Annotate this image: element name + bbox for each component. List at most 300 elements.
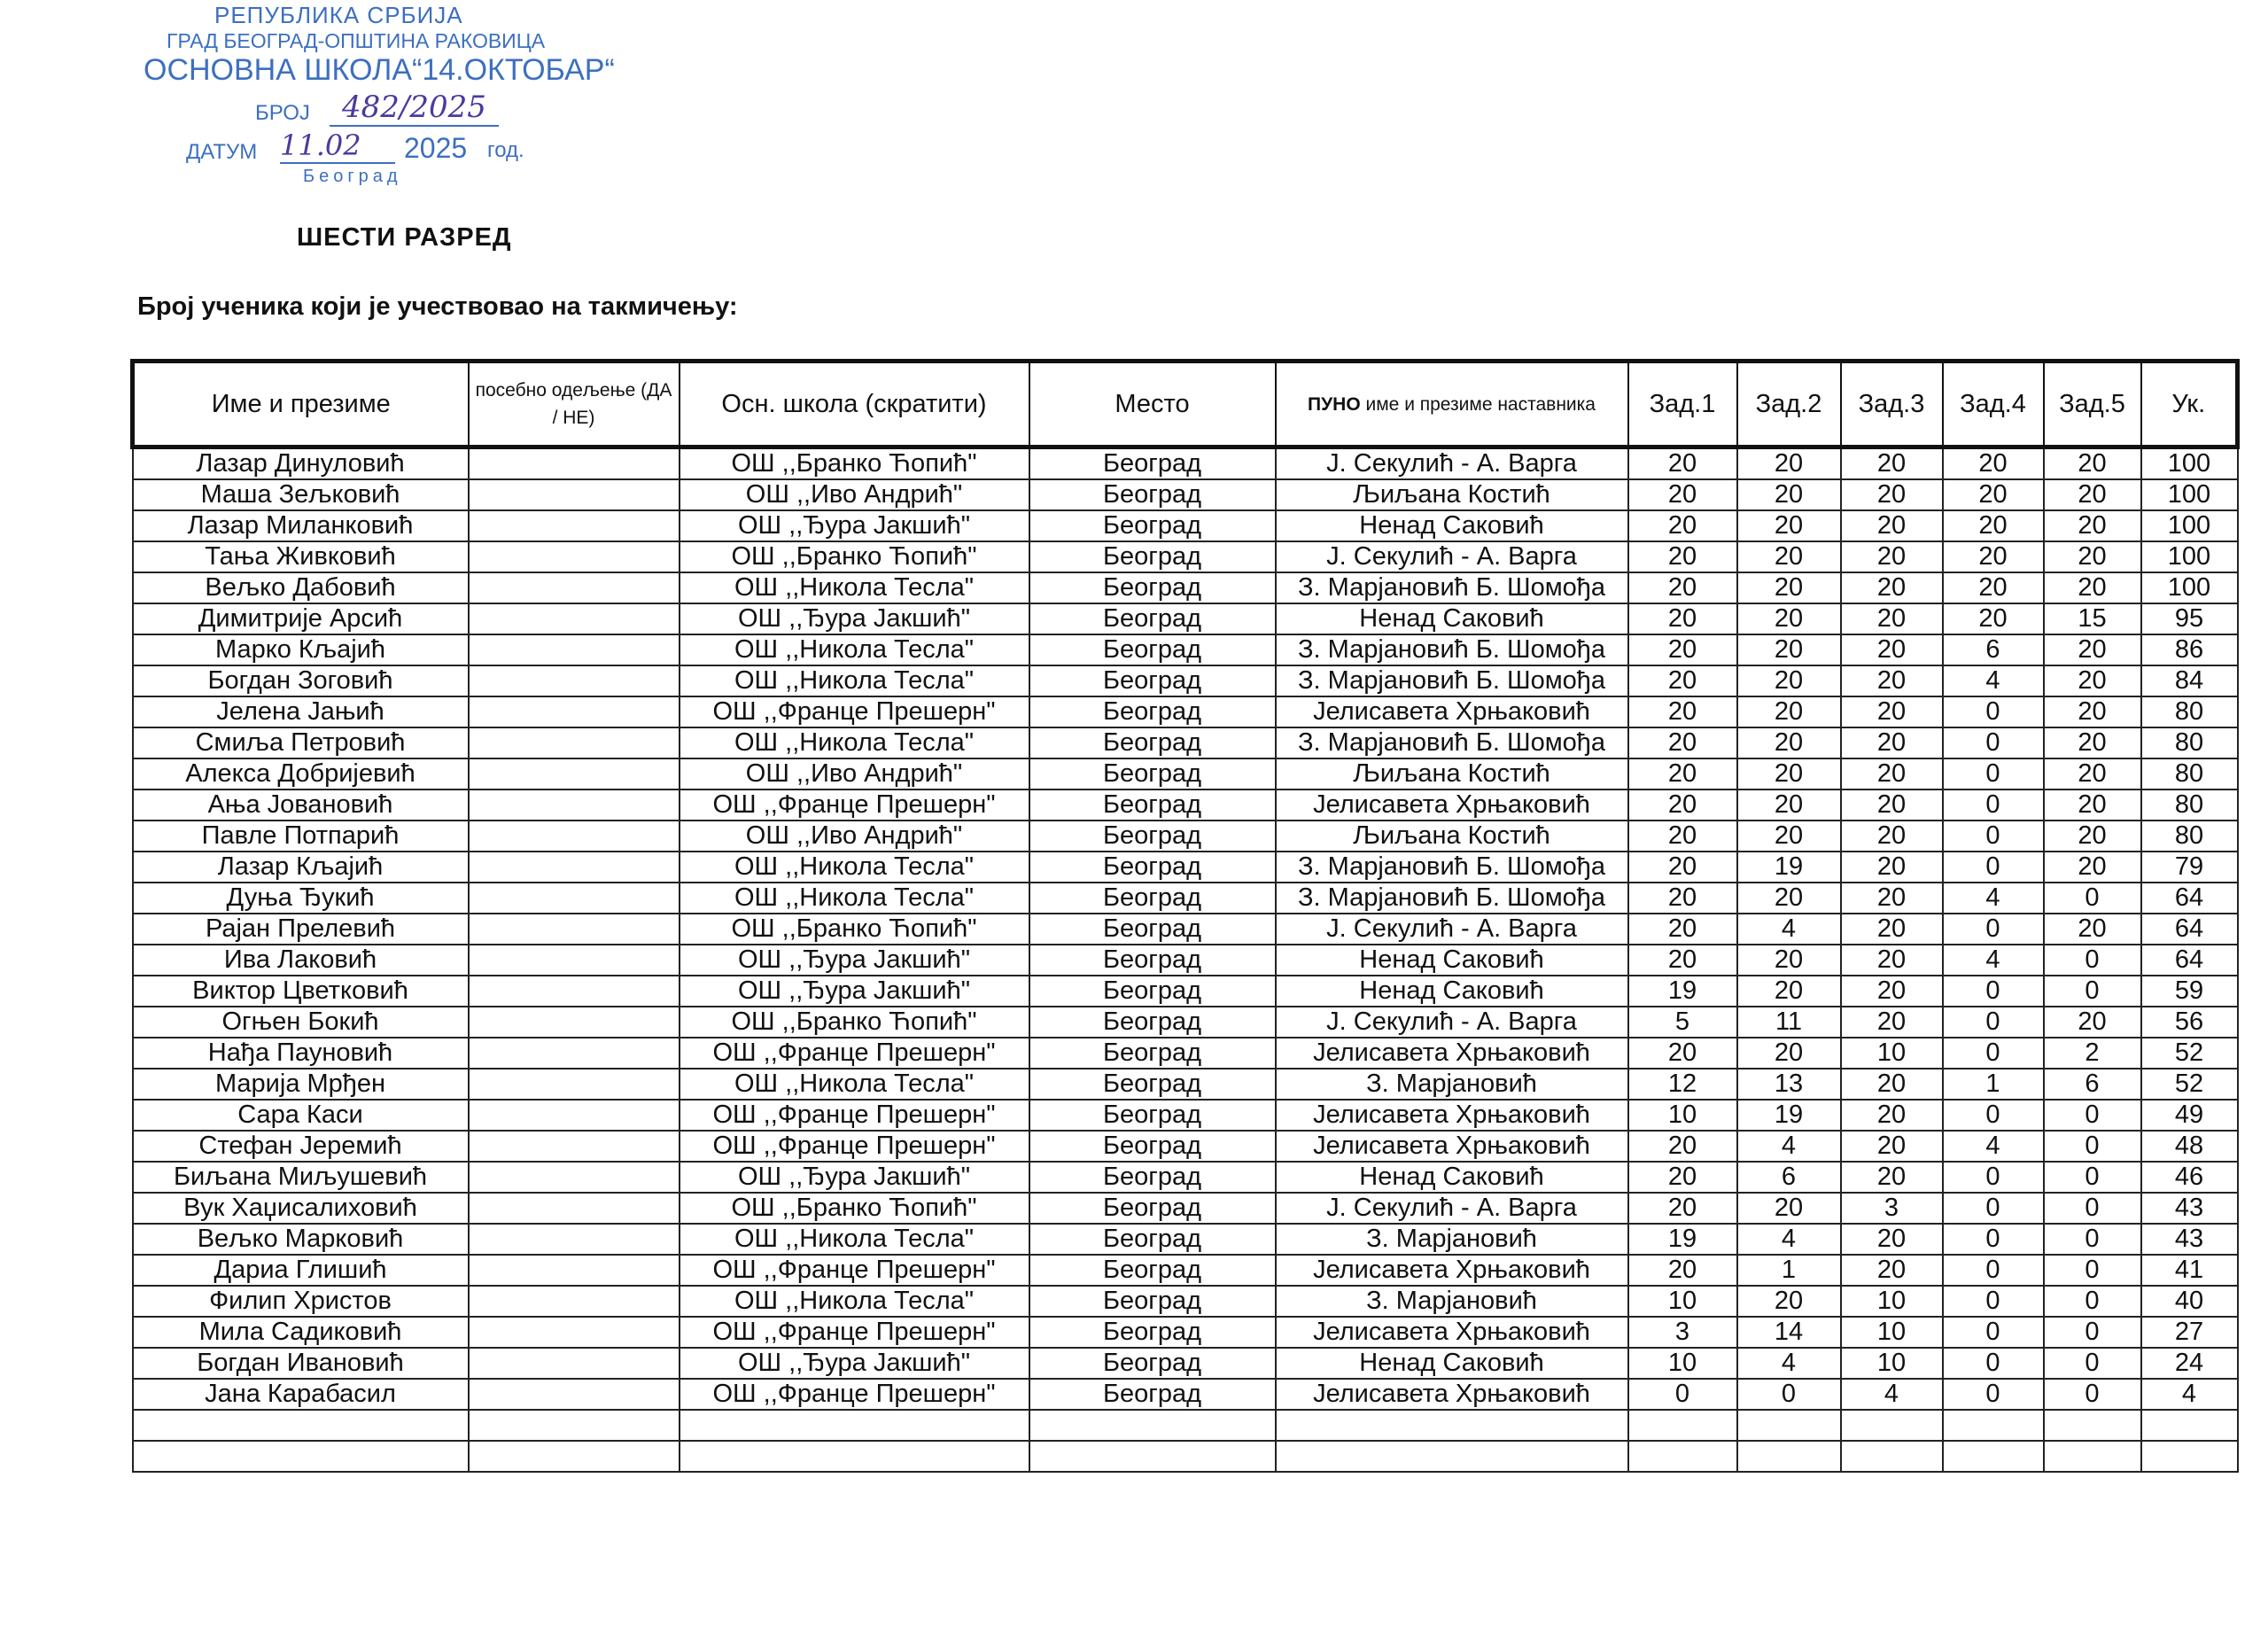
cell-z5: 0 — [2044, 883, 2141, 914]
cell-z2: 0 — [1737, 1379, 1841, 1410]
table-row — [133, 1286, 2238, 1317]
cell-z2: 20 — [1737, 572, 1841, 603]
cell-name: Огњен Бокић — [133, 1007, 469, 1038]
cell-z4: 0 — [1943, 1379, 2044, 1410]
stamp-date-value: 11.02 — [280, 128, 395, 164]
table-row — [133, 1038, 2238, 1069]
cell-z4: 6 — [1943, 634, 2044, 665]
cell-z3: 20 — [1841, 1069, 1943, 1100]
cell-name: Нађа Пауновић — [133, 1038, 469, 1069]
cell-total: 64 — [2141, 914, 2238, 945]
cell-z2: 20 — [1737, 1286, 1841, 1317]
cell-z1: 20 — [1628, 852, 1737, 883]
empty-cell — [1276, 1441, 1628, 1472]
cell-name: Вук Хаџисалиховић — [133, 1193, 469, 1224]
cell-teacher: З. Марјановић Б. Шомођа — [1276, 852, 1628, 883]
cell-z4: 0 — [1943, 1255, 2044, 1286]
cell-teacher: З. Марјановић Б. Шомођа — [1276, 727, 1628, 758]
cell-z2: 20 — [1737, 479, 1841, 510]
cell-name: Рајан Прелевић — [133, 914, 469, 945]
table-row — [133, 883, 2238, 914]
cell-z2: 20 — [1737, 447, 1841, 480]
cell-z1: 20 — [1628, 821, 1737, 852]
header-name: Име и презиме — [133, 362, 469, 447]
cell-teacher: З. Марјановић — [1276, 1224, 1628, 1255]
cell-school: ОШ ,,Никола Тесла" — [680, 852, 1029, 883]
cell-z5: 6 — [2044, 1069, 2141, 1100]
cell-teacher: Љиљана Костић — [1276, 758, 1628, 789]
table-row — [133, 1069, 2238, 1100]
cell-school: ОШ ,,Франце Прешерн" — [680, 1379, 1029, 1410]
cell-school: ОШ ,,Ђура Јакшић" — [680, 1348, 1029, 1379]
cell-z2: 20 — [1737, 541, 1841, 572]
cell-z5: 20 — [2044, 541, 2141, 572]
empty-cell — [1737, 1410, 1841, 1441]
cell-z3: 20 — [1841, 976, 1943, 1007]
cell-z2: 14 — [1737, 1317, 1841, 1348]
stamp-line-3: ОСНОВНА ШКОЛА“14.ОКТОБАР“ — [144, 53, 615, 87]
cell-z1: 20 — [1628, 1131, 1737, 1162]
cell-place: Београд — [1029, 541, 1276, 572]
cell-special — [469, 1100, 680, 1131]
cell-z1: 20 — [1628, 1255, 1737, 1286]
cell-name: Вељко Марковић — [133, 1224, 469, 1255]
cell-special — [469, 1317, 680, 1348]
cell-z4: 20 — [1943, 541, 2044, 572]
table-row — [133, 914, 2238, 945]
cell-z1: 20 — [1628, 634, 1737, 665]
cell-name: Лазар Кљајић — [133, 852, 469, 883]
cell-z2: 19 — [1737, 852, 1841, 883]
header-z3: Зад.3 — [1841, 362, 1943, 447]
cell-name: Јелена Јањић — [133, 696, 469, 727]
cell-place: Београд — [1029, 758, 1276, 789]
header-special: посебно одељење (ДА / НЕ) — [469, 362, 680, 447]
table-row — [133, 479, 2238, 510]
cell-special — [469, 603, 680, 634]
header-z1: Зад.1 — [1628, 362, 1737, 447]
cell-z3: 20 — [1841, 479, 1943, 510]
cell-school: ОШ ,,Никола Тесла" — [680, 883, 1029, 914]
cell-place: Београд — [1029, 789, 1276, 821]
cell-z2: 20 — [1737, 603, 1841, 634]
stamp-number-label: БРОЈ — [255, 101, 310, 125]
cell-z5: 0 — [2044, 1379, 2141, 1410]
table-row — [133, 696, 2238, 727]
empty-cell — [680, 1441, 1029, 1472]
empty-cell — [1841, 1410, 1943, 1441]
cell-z1: 10 — [1628, 1100, 1737, 1131]
cell-school: ОШ ,,Никола Тесла" — [680, 727, 1029, 758]
cell-z4: 20 — [1943, 572, 2044, 603]
cell-z5: 0 — [2044, 1317, 2141, 1348]
cell-special — [469, 1379, 680, 1410]
cell-z5: 20 — [2044, 789, 2141, 821]
table-row — [133, 1193, 2238, 1224]
cell-z3: 20 — [1841, 914, 1943, 945]
cell-total: 100 — [2141, 479, 2238, 510]
cell-total: 100 — [2141, 447, 2238, 480]
cell-school: ОШ ,,Никола Тесла" — [680, 634, 1029, 665]
cell-z5: 20 — [2044, 727, 2141, 758]
header-teacher-bold: ПУНО — [1308, 393, 1361, 415]
cell-z3: 4 — [1841, 1379, 1943, 1410]
cell-place: Београд — [1029, 665, 1276, 696]
cell-z3: 20 — [1841, 883, 1943, 914]
cell-special — [469, 1224, 680, 1255]
cell-total: 80 — [2141, 789, 2238, 821]
cell-z3: 20 — [1841, 1100, 1943, 1131]
table-row — [133, 510, 2238, 541]
cell-z3: 10 — [1841, 1286, 1943, 1317]
cell-special — [469, 665, 680, 696]
cell-z4: 0 — [1943, 914, 2044, 945]
empty-cell — [1029, 1410, 1276, 1441]
empty-cell — [469, 1410, 680, 1441]
table-row — [133, 603, 2238, 634]
cell-z5: 20 — [2044, 510, 2141, 541]
cell-z2: 20 — [1737, 789, 1841, 821]
cell-z2: 20 — [1737, 821, 1841, 852]
cell-school: ОШ ,,Франце Прешерн" — [680, 1038, 1029, 1069]
cell-z2: 20 — [1737, 945, 1841, 976]
table-row — [133, 1348, 2238, 1379]
cell-total: 100 — [2141, 510, 2238, 541]
cell-special — [469, 510, 680, 541]
cell-teacher: Ненад Саковић — [1276, 510, 1628, 541]
cell-z1: 20 — [1628, 510, 1737, 541]
stamp-year-suffix: год. — [487, 138, 524, 162]
cell-special — [469, 758, 680, 789]
cell-z3: 20 — [1841, 1255, 1943, 1286]
cell-total: 95 — [2141, 603, 2238, 634]
cell-teacher: Ненад Саковић — [1276, 976, 1628, 1007]
cell-name: Димитрије Арсић — [133, 603, 469, 634]
cell-special — [469, 976, 680, 1007]
cell-teacher: З. Марјановић Б. Шомођа — [1276, 665, 1628, 696]
cell-name: Дуња Ђукић — [133, 883, 469, 914]
cell-z1: 20 — [1628, 479, 1737, 510]
cell-z4: 0 — [1943, 758, 2044, 789]
cell-school: ОШ ,,Ђура Јакшић" — [680, 976, 1029, 1007]
cell-z1: 20 — [1628, 883, 1737, 914]
empty-cell — [1943, 1410, 2044, 1441]
cell-z5: 20 — [2044, 914, 2141, 945]
cell-z2: 20 — [1737, 758, 1841, 789]
cell-school: ОШ ,,Франце Прешерн" — [680, 1255, 1029, 1286]
cell-z1: 20 — [1628, 914, 1737, 945]
cell-name: Мила Садиковић — [133, 1317, 469, 1348]
cell-total: 46 — [2141, 1162, 2238, 1193]
cell-z1: 20 — [1628, 727, 1737, 758]
cell-z1: 5 — [1628, 1007, 1737, 1038]
empty-cell — [2044, 1410, 2141, 1441]
table-row — [133, 1379, 2238, 1410]
page-title: ШЕСТИ РАЗРЕД — [297, 223, 512, 252]
cell-z5: 20 — [2044, 1007, 2141, 1038]
table-row — [133, 1100, 2238, 1131]
cell-z3: 20 — [1841, 1162, 1943, 1193]
cell-total: 56 — [2141, 1007, 2238, 1038]
cell-z1: 20 — [1628, 758, 1737, 789]
cell-place: Београд — [1029, 479, 1276, 510]
cell-school: ОШ ,,Франце Прешерн" — [680, 696, 1029, 727]
cell-total: 59 — [2141, 976, 2238, 1007]
stamp-line-2: ГРАД БЕОГРАД-ОПШТИНА РАКОВИЦА — [167, 29, 546, 52]
cell-teacher: Јелисавета Хрњаковић — [1276, 1131, 1628, 1162]
cell-teacher: З. Марјановић Б. Шомођа — [1276, 572, 1628, 603]
cell-special — [469, 1255, 680, 1286]
cell-z3: 20 — [1841, 1224, 1943, 1255]
cell-school: ОШ ,,Никола Тесла" — [680, 1286, 1029, 1317]
empty-cell — [1628, 1410, 1737, 1441]
stamp-number-value: 482/2025 — [330, 89, 499, 127]
table-row — [133, 727, 2238, 758]
header-z2: Зад.2 — [1737, 362, 1841, 447]
cell-z5: 0 — [2044, 1162, 2141, 1193]
cell-school: ОШ ,,Бранко Ћопић" — [680, 1007, 1029, 1038]
cell-place: Београд — [1029, 603, 1276, 634]
cell-teacher: Јелисавета Хрњаковић — [1276, 789, 1628, 821]
cell-teacher: Љиљана Костић — [1276, 821, 1628, 852]
cell-z1: 19 — [1628, 1224, 1737, 1255]
cell-z1: 20 — [1628, 1038, 1737, 1069]
cell-place: Београд — [1029, 1038, 1276, 1069]
cell-special — [469, 945, 680, 976]
cell-z2: 20 — [1737, 976, 1841, 1007]
cell-z1: 10 — [1628, 1286, 1737, 1317]
table-row — [133, 976, 2238, 1007]
cell-name: Богдан Ивановић — [133, 1348, 469, 1379]
cell-name: Јана Карабасил — [133, 1379, 469, 1410]
cell-special — [469, 634, 680, 665]
cell-name: Лазар Миланковић — [133, 510, 469, 541]
cell-teacher: Љиљана Костић — [1276, 479, 1628, 510]
cell-school: ОШ ,,Франце Прешерн" — [680, 1317, 1029, 1348]
table-row — [133, 945, 2238, 976]
table-header-row — [133, 362, 2238, 447]
cell-name: Виктор Цветковић — [133, 976, 469, 1007]
cell-teacher: Јелисавета Хрњаковић — [1276, 1100, 1628, 1131]
cell-z4: 4 — [1943, 945, 2044, 976]
cell-special — [469, 914, 680, 945]
cell-special — [469, 1193, 680, 1224]
cell-special — [469, 1007, 680, 1038]
cell-z5: 20 — [2044, 634, 2141, 665]
cell-teacher: З. Марјановић Б. Шомођа — [1276, 634, 1628, 665]
cell-z5: 0 — [2044, 945, 2141, 976]
cell-z2: 4 — [1737, 1348, 1841, 1379]
cell-special — [469, 852, 680, 883]
empty-table-row — [133, 1410, 2238, 1441]
cell-z1: 20 — [1628, 789, 1737, 821]
cell-total: 24 — [2141, 1348, 2238, 1379]
cell-z1: 0 — [1628, 1379, 1737, 1410]
cell-special — [469, 1162, 680, 1193]
cell-school: ОШ ,,Иво Андрић" — [680, 821, 1029, 852]
header-place: Место — [1029, 362, 1276, 447]
cell-special — [469, 883, 680, 914]
cell-name: Марко Кљајић — [133, 634, 469, 665]
cell-teacher: З. Марјановић — [1276, 1286, 1628, 1317]
cell-z5: 15 — [2044, 603, 2141, 634]
cell-place: Београд — [1029, 447, 1276, 480]
cell-z4: 0 — [1943, 1007, 2044, 1038]
cell-total: 41 — [2141, 1255, 2238, 1286]
header-z4: Зад.4 — [1943, 362, 2044, 447]
cell-school: ОШ ,,Ђура Јакшић" — [680, 1162, 1029, 1193]
cell-total: 4 — [2141, 1379, 2238, 1410]
cell-special — [469, 572, 680, 603]
cell-z5: 20 — [2044, 447, 2141, 480]
cell-place: Београд — [1029, 914, 1276, 945]
cell-z4: 0 — [1943, 1038, 2044, 1069]
cell-name: Ања Јовановић — [133, 789, 469, 821]
cell-z5: 0 — [2044, 1224, 2141, 1255]
cell-school: ОШ ,,Бранко Ћопић" — [680, 914, 1029, 945]
cell-z3: 20 — [1841, 945, 1943, 976]
cell-z3: 20 — [1841, 572, 1943, 603]
page-subtitle: Број ученика који је учествовао на такмичењу: — [137, 292, 738, 321]
cell-teacher: Јелисавета Хрњаковић — [1276, 696, 1628, 727]
cell-place: Београд — [1029, 1348, 1276, 1379]
cell-z1: 10 — [1628, 1348, 1737, 1379]
table-row — [133, 634, 2238, 665]
cell-z4: 20 — [1943, 479, 2044, 510]
empty-cell — [1943, 1441, 2044, 1472]
cell-z5: 20 — [2044, 758, 2141, 789]
cell-z3: 20 — [1841, 852, 1943, 883]
cell-z2: 4 — [1737, 914, 1841, 945]
cell-z4: 4 — [1943, 1131, 2044, 1162]
cell-teacher: Ј. Секулић - А. Варга — [1276, 447, 1628, 480]
cell-school: ОШ ,,Иво Андрић" — [680, 479, 1029, 510]
empty-cell — [2141, 1441, 2238, 1472]
cell-z5: 0 — [2044, 976, 2141, 1007]
empty-cell — [133, 1441, 469, 1472]
cell-z3: 20 — [1841, 1007, 1943, 1038]
header-z5: Зад.5 — [2044, 362, 2141, 447]
empty-cell — [1841, 1441, 1943, 1472]
table-row — [133, 1255, 2238, 1286]
cell-total: 52 — [2141, 1038, 2238, 1069]
cell-special — [469, 789, 680, 821]
cell-school: ОШ ,,Ђура Јакшић" — [680, 945, 1029, 976]
cell-teacher: Ненад Саковић — [1276, 1348, 1628, 1379]
header-teacher — [1276, 362, 1628, 447]
cell-z3: 20 — [1841, 603, 1943, 634]
cell-teacher: Ј. Секулић - А. Варга — [1276, 914, 1628, 945]
cell-z1: 20 — [1628, 696, 1737, 727]
cell-z3: 20 — [1841, 665, 1943, 696]
cell-total: 64 — [2141, 883, 2238, 914]
cell-name: Павле Потпарић — [133, 821, 469, 852]
cell-place: Београд — [1029, 1317, 1276, 1348]
cell-z5: 0 — [2044, 1100, 2141, 1131]
table-row — [133, 665, 2238, 696]
cell-teacher: Јелисавета Хрњаковић — [1276, 1379, 1628, 1410]
cell-teacher: Ј. Секулић - А. Варга — [1276, 1193, 1628, 1224]
cell-special — [469, 1069, 680, 1100]
cell-total: 86 — [2141, 634, 2238, 665]
cell-z2: 20 — [1737, 665, 1841, 696]
cell-name: Марија Мрђен — [133, 1069, 469, 1100]
empty-cell — [1628, 1441, 1737, 1472]
cell-z1: 20 — [1628, 1162, 1737, 1193]
cell-z5: 2 — [2044, 1038, 2141, 1069]
cell-total: 43 — [2141, 1193, 2238, 1224]
cell-total: 43 — [2141, 1224, 2238, 1255]
cell-name: Маша Зељковић — [133, 479, 469, 510]
cell-z1: 20 — [1628, 665, 1737, 696]
stamp-date-label: ДАТУМ — [186, 140, 258, 164]
cell-teacher: Ј. Секулић - А. Варга — [1276, 1007, 1628, 1038]
cell-place: Београд — [1029, 1069, 1276, 1100]
cell-place: Београд — [1029, 1224, 1276, 1255]
cell-name: Дариа Глишић — [133, 1255, 469, 1286]
cell-z3: 20 — [1841, 727, 1943, 758]
table-row — [133, 789, 2238, 821]
cell-total: 84 — [2141, 665, 2238, 696]
header-total: Ук. — [2141, 362, 2238, 447]
cell-z4: 0 — [1943, 696, 2044, 727]
cell-place: Београд — [1029, 1100, 1276, 1131]
cell-place: Београд — [1029, 634, 1276, 665]
cell-z4: 0 — [1943, 1100, 2044, 1131]
cell-z1: 20 — [1628, 572, 1737, 603]
cell-z4: 20 — [1943, 447, 2044, 480]
cell-z4: 0 — [1943, 1162, 2044, 1193]
cell-z3: 20 — [1841, 541, 1943, 572]
cell-school: ОШ ,,Франце Прешерн" — [680, 789, 1029, 821]
cell-place: Београд — [1029, 1131, 1276, 1162]
cell-z5: 0 — [2044, 1193, 2141, 1224]
table-row — [133, 1007, 2238, 1038]
cell-place: Београд — [1029, 852, 1276, 883]
table-row — [133, 821, 2238, 852]
cell-special — [469, 727, 680, 758]
cell-z1: 20 — [1628, 945, 1737, 976]
header-school: Осн. школа (скратити) — [680, 362, 1029, 447]
cell-place: Београд — [1029, 821, 1276, 852]
cell-z5: 0 — [2044, 1286, 2141, 1317]
cell-z2: 19 — [1737, 1100, 1841, 1131]
empty-cell — [680, 1410, 1029, 1441]
cell-z4: 4 — [1943, 665, 2044, 696]
cell-z2: 20 — [1737, 696, 1841, 727]
cell-z2: 13 — [1737, 1069, 1841, 1100]
cell-school: ОШ ,,Бранко Ћопић" — [680, 541, 1029, 572]
cell-place: Београд — [1029, 1007, 1276, 1038]
table-row — [133, 572, 2238, 603]
cell-total: 80 — [2141, 727, 2238, 758]
table-row — [133, 1317, 2238, 1348]
cell-name: Богдан Зоговић — [133, 665, 469, 696]
cell-z1: 12 — [1628, 1069, 1737, 1100]
cell-school: ОШ ,,Иво Андрић" — [680, 758, 1029, 789]
cell-place: Београд — [1029, 1379, 1276, 1410]
cell-name: Лазар Динуловић — [133, 447, 469, 480]
cell-z3: 10 — [1841, 1038, 1943, 1069]
cell-total: 40 — [2141, 1286, 2238, 1317]
cell-teacher: Јелисавета Хрњаковић — [1276, 1038, 1628, 1069]
empty-cell — [2141, 1410, 2238, 1441]
table-row — [133, 852, 2238, 883]
cell-teacher: Ненад Саковић — [1276, 1162, 1628, 1193]
cell-z1: 20 — [1628, 447, 1737, 480]
cell-special — [469, 1286, 680, 1317]
cell-z4: 0 — [1943, 976, 2044, 1007]
